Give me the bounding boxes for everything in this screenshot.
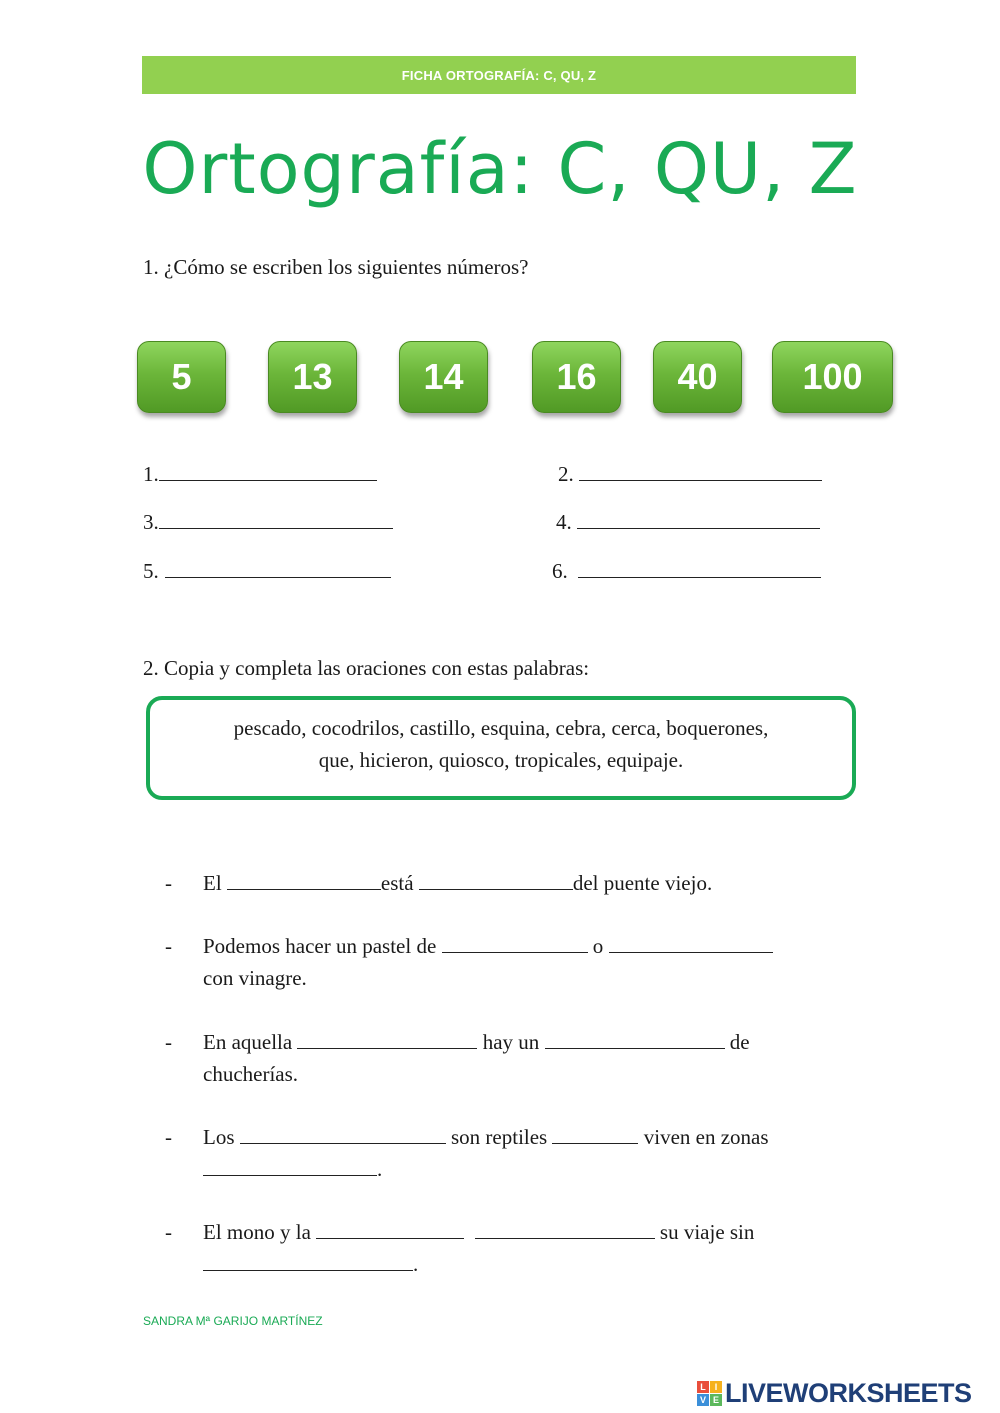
- sentence-3-blank-1[interactable]: [297, 1030, 477, 1049]
- sentence-3-line-2: chucherías.: [203, 1062, 299, 1086]
- sentence-2-blank-1[interactable]: [442, 934, 588, 953]
- sentence-5-blank-3[interactable]: [203, 1252, 413, 1271]
- answer-label-4: 4.: [556, 510, 572, 534]
- header-bar: [142, 56, 856, 94]
- sentence-4-blank-2[interactable]: [552, 1125, 638, 1144]
- answer-label-3: 3.: [143, 510, 159, 534]
- sentence-dash: -: [165, 871, 172, 895]
- author-credit: SANDRA Mª GARIJO MARTÍNEZ: [143, 1314, 323, 1328]
- liveworksheets-logo-text: LIVEWORKSHEETS: [725, 1378, 972, 1408]
- answer-row-4: [556, 510, 820, 535]
- liveworksheets-logo[interactable]: [697, 1378, 972, 1409]
- number-button-5[interactable]: 5: [137, 341, 226, 413]
- sentence-1-text-b: está: [380, 871, 414, 895]
- exercise1-question: 1. ¿Cómo se escriben los siguientes números?: [143, 255, 529, 279]
- answer-field-3[interactable]: [159, 512, 393, 529]
- sentence-3-blank-2[interactable]: [545, 1030, 725, 1049]
- sentence-2-blank-2[interactable]: [609, 934, 773, 953]
- exercise2-question: 2. Copia y completa las oraciones con estas palabras:: [143, 656, 590, 680]
- logo-letter-i: I: [710, 1381, 722, 1393]
- word-bank-box: [146, 696, 856, 800]
- number-button-100[interactable]: 100: [772, 341, 893, 413]
- sentence-2-line-2: con vinagre.: [203, 966, 307, 990]
- word-bank-line-2: que, hicieron, quiosco, tropicales, equipaje.: [318, 748, 684, 772]
- logo-letter-v: V: [697, 1394, 709, 1406]
- sentence-3-text-b: hay un: [482, 1030, 540, 1054]
- sentence-1-text-a: El: [203, 871, 222, 895]
- sentence-4-text-a: Los: [203, 1125, 235, 1149]
- sentence-4-text-b: son reptiles: [451, 1125, 548, 1149]
- page-title: Ortografía: C, QU, Z: [142, 128, 858, 210]
- answer-field-5[interactable]: [165, 561, 391, 578]
- answer-field-1[interactable]: [159, 464, 377, 481]
- number-button-14[interactable]: 14: [399, 341, 488, 413]
- sentence-1-text-c: del puente viejo.: [572, 871, 713, 895]
- sentence-5-blank-2[interactable]: [475, 1220, 655, 1239]
- sentence-5-text-a: El mono y la: [203, 1220, 311, 1244]
- answer-field-2[interactable]: [579, 464, 822, 481]
- sentence-2-text-b: o: [592, 934, 604, 958]
- sentence-4-text-c: viven en zonas: [643, 1125, 769, 1149]
- sentence-dash: -: [165, 1125, 172, 1149]
- logo-letter-l: L: [697, 1381, 709, 1393]
- number-button-40[interactable]: 40: [653, 341, 742, 413]
- answer-row-3: [143, 510, 393, 535]
- answer-label-2: 2.: [558, 462, 574, 486]
- logo-letter-e: E: [710, 1394, 722, 1406]
- answer-field-4[interactable]: [577, 512, 820, 529]
- answer-row-6: [552, 559, 821, 584]
- sentence-3-text-a: En aquella: [203, 1030, 293, 1054]
- answer-row-5: [143, 559, 391, 584]
- sentence-1-blank-2[interactable]: [419, 871, 573, 890]
- word-bank-line-1: pescado, cocodrilos, castillo, esquina, cebra, cerca, boquerones,: [233, 716, 769, 740]
- number-button-13[interactable]: 13: [268, 341, 357, 413]
- answer-label-6: 6.: [552, 559, 568, 583]
- answer-label-1: 1.: [143, 462, 159, 486]
- header-bar-text: FICHA ORTOGRAFÍA: C, QU, Z: [401, 67, 597, 83]
- sentence-3-text-c: de: [729, 1030, 750, 1054]
- sentence-dash: -: [165, 1030, 172, 1054]
- answer-row-1: [143, 462, 377, 487]
- sentence-1-blank-1[interactable]: [227, 871, 381, 890]
- answer-row-2: [558, 462, 822, 487]
- sentence-4-end: .: [377, 1157, 383, 1181]
- sentence-dash: -: [165, 934, 172, 958]
- sentence-4-blank-1[interactable]: [240, 1125, 446, 1144]
- sentence-5-end: .: [413, 1252, 419, 1276]
- sentence-dash: -: [165, 1220, 172, 1244]
- sentence-5-blank-1[interactable]: [316, 1220, 464, 1239]
- sentence-2-text-a: Podemos hacer un pastel de: [203, 934, 437, 958]
- number-button-16[interactable]: 16: [532, 341, 621, 413]
- sentence-4-blank-3[interactable]: [203, 1157, 377, 1176]
- liveworksheets-logo-icon: [697, 1381, 722, 1406]
- sentence-5-text-b: su viaje sin: [659, 1220, 755, 1244]
- answer-field-6[interactable]: [578, 561, 821, 578]
- answer-label-5: 5.: [143, 559, 159, 583]
